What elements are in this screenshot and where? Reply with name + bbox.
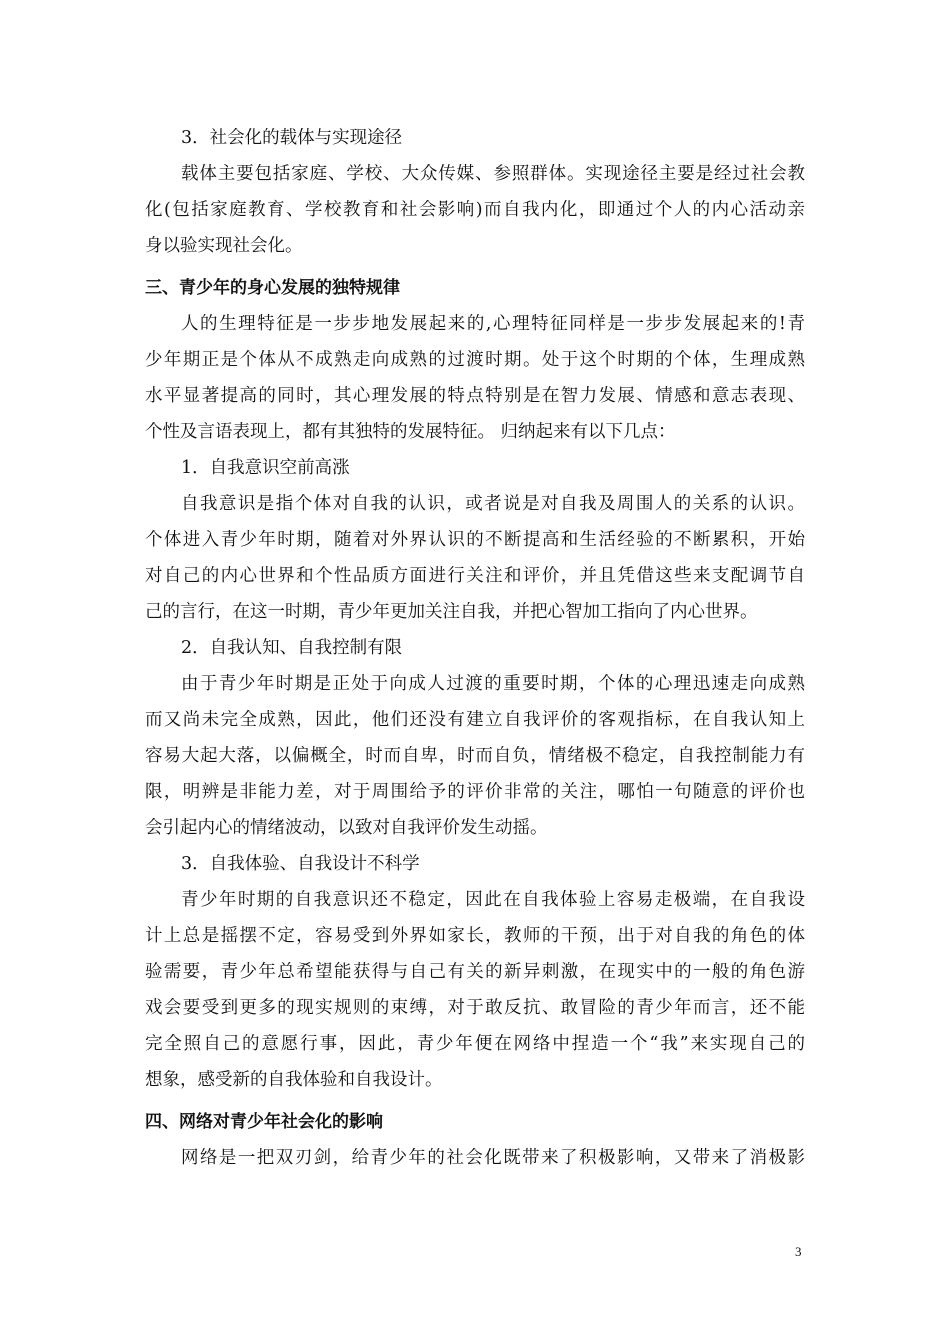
paragraph-line: 想象，感受新的自我体验和自我设计。 xyxy=(145,1070,443,1090)
paragraph-line: 自我意识是指个体对自我的认识，或者说是对自我及周围人的关系的认识。 xyxy=(181,494,805,514)
paragraph-line: 对自己的内心世界和个性品质方面进行关注和评价，并且凭借这些来支配调节自 xyxy=(145,566,805,586)
point-2-title: 2．自我认知、自我控制有限 xyxy=(181,638,403,658)
paragraph-line: 化(包括家庭教育、学校教育和社会影响)而自我内化，即通过个人的内心活动亲 xyxy=(145,200,805,220)
paragraph-line: 验需要，青少年总希望能获得与自己有关的新异刺激，在现实中的一般的角色游 xyxy=(145,962,805,982)
page-number: 3 xyxy=(795,1244,802,1259)
paragraph-line: 而又尚未完全成熟，因此，他们还没有建立自我评价的客观指标，在自我认知上 xyxy=(145,710,805,730)
paragraph-line: 计上总是摇摆不定，容易受到外界如家长，教师的干预，出于对自我的角色的体 xyxy=(145,926,805,946)
item-3-title: 3．社会化的载体与实现途径 xyxy=(181,128,403,148)
paragraph-line: 人的生理特征是一步步地发展起来的,心理特征同样是一步步发展起来的!青 xyxy=(181,314,805,334)
section-heading-3: 三、青少年的身心发展的独特规律 xyxy=(145,278,400,298)
paragraph-line: 由于青少年时期是正处于向成人过渡的重要时期，个体的心理迅速走向成熟 xyxy=(181,674,805,694)
paragraph-line: 完全照自己的意愿行事，因此，青少年便在网络中捏造一个“我”来实现自己的 xyxy=(145,1034,805,1054)
paragraph-line: 容易大起大落，以偏概全，时而自卑，时而自负，情绪极不稳定，自我控制能力有 xyxy=(145,746,805,766)
document-page xyxy=(145,120,805,1176)
point-1-title: 1．自我意识空前高涨 xyxy=(181,458,350,478)
paragraph-line: 青少年时期的自我意识还不稳定，因此在自我体验上容易走极端，在自我设 xyxy=(181,890,805,910)
point-3-title: 3．自我体验、自我设计不科学 xyxy=(181,854,420,874)
paragraph-line: 戏会要受到更多的现实规则的束缚，对于敢反抗、敢冒险的青少年而言，还不能 xyxy=(145,998,805,1018)
section-heading-4: 四、网络对青少年社会化的影响 xyxy=(145,1112,383,1132)
paragraph-line: 载体主要包括家庭、学校、大众传媒、参照群体。实现途径主要是经过社会教 xyxy=(181,164,805,184)
paragraph-line: 身以验实现社会化。 xyxy=(145,236,303,256)
paragraph-line: 个性及言语表现上，都有其独特的发展特征。 归纳起来有以下几点： xyxy=(145,422,676,442)
paragraph-line: 会引起内心的情绪波动，以致对自我评价发生动摇。 xyxy=(145,818,548,838)
paragraph-line: 网络是一把双刃剑，给青少年的社会化既带来了积极影响，又带来了消极影 xyxy=(181,1148,805,1168)
paragraph-line: 水平显著提高的同时，其心理发展的特点特别是在智力发展、情感和意志表现、 xyxy=(145,386,805,406)
paragraph-line: 限，明辨是非能力差，对于周围给予的评价非常的关注，哪怕一句随意的评价也 xyxy=(145,782,805,802)
paragraph-line: 少年期正是个体从不成熟走向成熟的过渡时期。处于这个时期的个体，生理成熟 xyxy=(145,350,805,370)
paragraph-line: 个体进入青少年时期，随着对外界认识的不断提高和生活经验的不断累积，开始 xyxy=(145,530,805,550)
paragraph-line: 己的言行，在这一时期，青少年更加关注自我，并把心智加工指向了内心世界。 xyxy=(145,602,758,622)
